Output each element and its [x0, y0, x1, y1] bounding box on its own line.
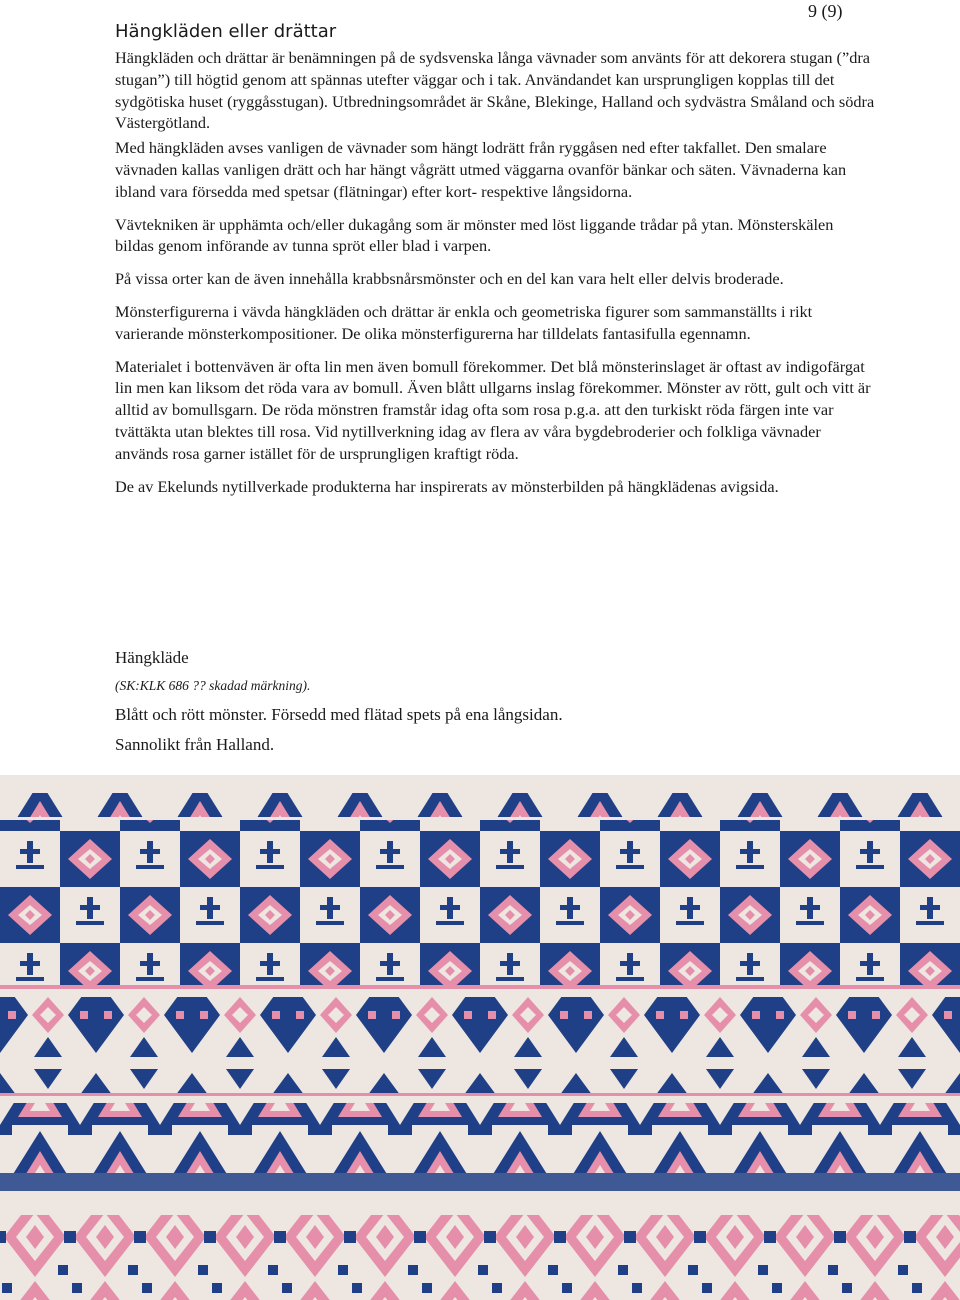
body-text	[115, 47, 875, 508]
caption-description: Blått och rött mönster. Försedd med flätad spets på ena långsidan.	[115, 705, 563, 724]
page-number: 9 (9)	[808, 1, 843, 21]
caption-origin: Sannolikt från Halland.	[115, 735, 275, 754]
textile-bands	[0, 775, 960, 1300]
paragraph: Materialet i bottenväven är ofta lin men även bomull förekommer. Det blå mönsterinslaget är oftast av indigofärgat lin men kan liksom det röda vara av bomull. Även blått ullgarns inslag förekommer. Mönster av rött, gult och vitt är alltid av bomullsgarn. De röda mönstren framstår idag ofta som rosa p.g.a. att den turkiskt röda färgen inte var tvättäkta utan blektes till rosa. Vid nytillverkning idag av flera av våra bygdebroderier och folkliga vävnader används rosa garner istället för de ursprungligen kraftigt röda.	[115, 356, 871, 463]
textile-photo	[0, 775, 960, 1300]
paragraph: På vissa orter kan de även innehålla krabbsnårsmönster och en del kan vara helt eller delvis broderade.	[115, 269, 784, 289]
section-heading: Hängkläden eller drättar	[115, 21, 337, 42]
paragraph: Med hängkläden avses vanligen de vävnader som hängt lodrätt från ryggåsen ned efter takfallet. Den smalare vävnaden kallas vanligen drätt och har hängt vågrätt utmed väggarna ovanför bänkar och säten. Vävnaderna kan ibland vara försedda med spetsar (flätningar) efter kort- respektive långsidorna.	[115, 138, 847, 201]
paragraph: De av Ekelunds nytillverkade produkterna har inspirerats av mönsterbilden på hängklädenas avigsida.	[115, 476, 779, 496]
caption-reference: (SK:KLK 686 ?? skadad märkning).	[115, 678, 311, 693]
woven-pattern-image	[0, 775, 960, 1300]
caption-title: Hängkläde	[115, 648, 189, 667]
paragraph: Mönsterfigurerna i vävda hängkläden och drättar är enkla och geometriska figurer som sammanställts i rikt varierande mönsterkompositioner. De olika mönsterfigurerna har tilldelats fantasifulla egennamn.	[115, 301, 813, 343]
paragraph: Vävtekniken är upphämta och/eller dukagång som är mönster med löst liggande trådar på ytan. Mönsterskälen bildas genom införande av tunna spröt eller blad i varpen.	[115, 214, 834, 256]
image-caption	[115, 647, 875, 756]
paragraph: Hängkläden och drättar är benämningen på de sydsvenska långa vävnader som använts för att dekorera stugan (”dra stugan”) till högtid genom att spännas utefter väggar och i tak. Användandet kan ursprungligen kopplas till det sydgötiska huset (ryggåsstugan). Utbredningsområdet är Skåne, Blekinge, Halland och sydvästra Småland och södra Västergötland.	[115, 48, 875, 133]
